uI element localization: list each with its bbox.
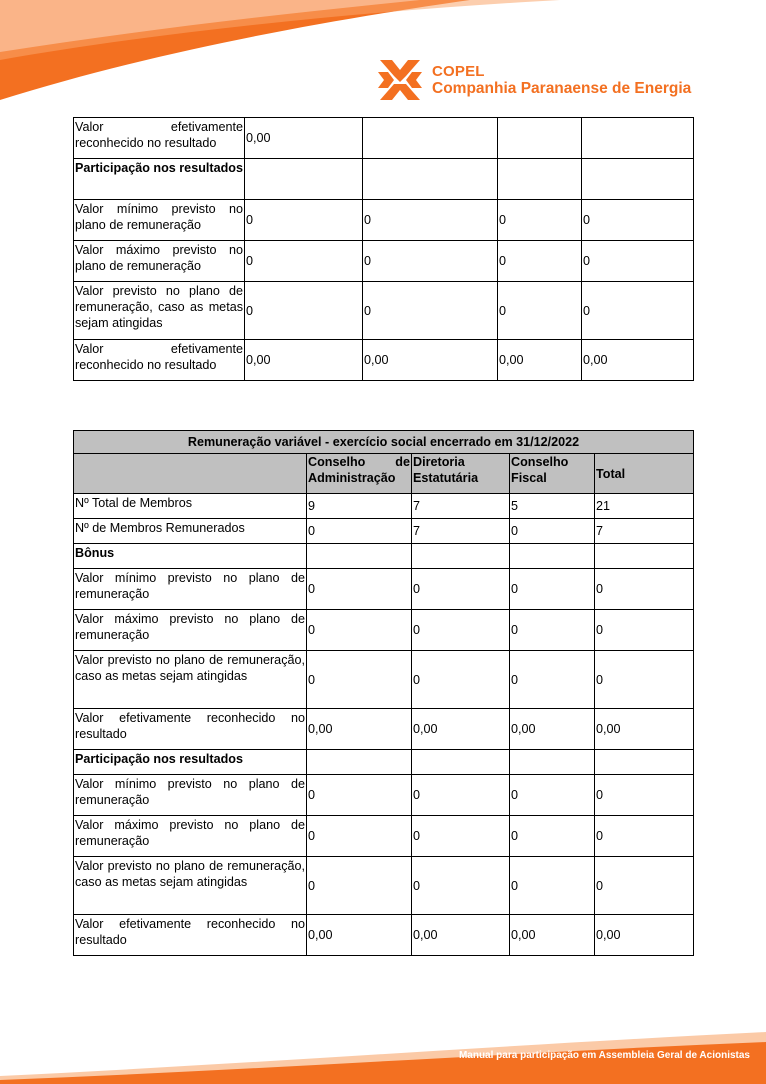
row-value: 0	[595, 816, 694, 857]
table-row	[74, 915, 694, 956]
table-header-row	[74, 454, 694, 494]
row-value: 0	[412, 816, 510, 857]
row-value: 9	[307, 494, 412, 519]
row-value: 0	[595, 775, 694, 816]
row-label: Valor previsto no plano de remuneração, caso as metas sejam atingidas	[74, 857, 307, 915]
variable-remuneration-table-2022	[73, 430, 694, 956]
row-value: 0	[510, 857, 595, 915]
row-value	[363, 159, 498, 200]
header-conselho-administracao: Conselho de Administração	[307, 454, 412, 494]
row-value: 0	[245, 241, 363, 282]
row-value: 0	[498, 241, 582, 282]
table-title: Remuneração variável - exercício social encerrado em 31/12/2022	[74, 431, 694, 454]
row-label: Bônus	[74, 544, 307, 569]
row-value: 0,00	[245, 118, 363, 159]
row-value: 0	[412, 857, 510, 915]
row-value: 0	[595, 569, 694, 610]
row-value: 0,00	[363, 340, 498, 381]
table-title-row	[74, 431, 694, 454]
row-value: 0	[412, 569, 510, 610]
row-value	[510, 544, 595, 569]
row-value: 0	[510, 651, 595, 709]
row-value: 0,00	[510, 915, 595, 956]
row-value: 0	[412, 775, 510, 816]
table-row	[74, 816, 694, 857]
row-value: 0	[363, 200, 498, 241]
row-label: Valor máximo previsto no plano de remuneração	[74, 816, 307, 857]
header-cell-empty	[74, 454, 307, 494]
row-value	[582, 159, 694, 200]
row-label: Valor previsto no plano de remuneração, caso as metas sejam atingidas	[74, 651, 307, 709]
table-row	[74, 494, 694, 519]
row-value: 0	[595, 651, 694, 709]
row-value: 0	[498, 282, 582, 340]
row-value: 0	[307, 816, 412, 857]
row-label: Valor mínimo previsto no plano de remuneração	[74, 569, 307, 610]
table-row	[74, 159, 694, 200]
header-diretoria-estatutaria: Diretoria Estatutária	[412, 454, 510, 494]
row-value: 0	[363, 241, 498, 282]
row-value: 21	[595, 494, 694, 519]
table-row	[74, 709, 694, 750]
row-value: 0,00	[498, 340, 582, 381]
row-value: 0	[412, 651, 510, 709]
row-label: Valor efetivamente reconhecido no resultado	[74, 340, 245, 381]
row-label: Valor efetivamente reconhecido no resultado	[74, 118, 245, 159]
row-value: 7	[412, 494, 510, 519]
row-value: 0	[595, 610, 694, 651]
row-value	[510, 750, 595, 775]
row-value: 7	[595, 519, 694, 544]
row-value: 0	[582, 200, 694, 241]
row-value: 0	[307, 569, 412, 610]
row-label: Valor efetivamente reconhecido no resultado	[74, 915, 307, 956]
row-label: Nº Total de Membros	[74, 494, 307, 519]
table-row	[74, 750, 694, 775]
row-value: 0	[307, 857, 412, 915]
row-value	[307, 750, 412, 775]
row-value	[363, 118, 498, 159]
table-row	[74, 282, 694, 340]
brand-name: COPEL	[432, 63, 485, 80]
row-value: 0	[510, 816, 595, 857]
row-value: 0,00	[595, 709, 694, 750]
row-label: Valor previsto no plano de remuneração, caso as metas sejam atingidas	[74, 282, 245, 340]
row-value	[412, 750, 510, 775]
copel-logo-icon	[378, 58, 422, 102]
row-value: 0	[582, 282, 694, 340]
row-value: 0,00	[595, 915, 694, 956]
row-value: 0,00	[307, 709, 412, 750]
row-value	[307, 544, 412, 569]
copel-logo	[378, 58, 691, 102]
row-value: 0,00	[582, 340, 694, 381]
table-row	[74, 241, 694, 282]
row-value	[498, 159, 582, 200]
row-label: Valor efetivamente reconhecido no resultado	[74, 709, 307, 750]
row-value: 0,00	[510, 709, 595, 750]
row-value	[582, 118, 694, 159]
table-row	[74, 519, 694, 544]
row-label: Participação nos resultados	[74, 750, 307, 775]
table-row	[74, 340, 694, 381]
row-value: 0,00	[307, 915, 412, 956]
footer-band	[0, 1014, 766, 1084]
row-value: 0	[510, 569, 595, 610]
row-label: Valor mínimo previsto no plano de remuneração	[74, 200, 245, 241]
row-label: Valor máximo previsto no plano de remuneração	[74, 610, 307, 651]
row-value: 0	[307, 610, 412, 651]
row-value: 0,00	[412, 709, 510, 750]
row-value: 0	[412, 610, 510, 651]
row-label: Valor máximo previsto no plano de remuneração	[74, 241, 245, 282]
row-value: 0	[307, 519, 412, 544]
row-value: 0	[510, 519, 595, 544]
table-row	[74, 118, 694, 159]
table-row	[74, 610, 694, 651]
row-value: 0,00	[412, 915, 510, 956]
row-value: 0	[510, 775, 595, 816]
brand-full-name: Companhia Paranaense de Energia	[432, 80, 692, 97]
table-row	[74, 200, 694, 241]
row-value: 0	[510, 610, 595, 651]
row-label: Participação nos resultados	[74, 159, 245, 200]
footer-text: Manual para participação em Assembleia Geral de Acionistas	[458, 1050, 750, 1061]
row-value: 5	[510, 494, 595, 519]
row-value: 0	[582, 241, 694, 282]
row-value	[412, 544, 510, 569]
row-value: 0	[307, 775, 412, 816]
row-label: Valor mínimo previsto no plano de remuneração	[74, 775, 307, 816]
variable-remuneration-table-continued	[73, 117, 694, 381]
row-value: 0	[595, 857, 694, 915]
row-value	[498, 118, 582, 159]
row-value: 0	[245, 200, 363, 241]
table-row	[74, 651, 694, 709]
row-value: 0	[363, 282, 498, 340]
row-value	[595, 544, 694, 569]
header-total: Total	[595, 454, 694, 494]
row-value	[595, 750, 694, 775]
row-label: Nº de Membros Remunerados	[74, 519, 307, 544]
table-row	[74, 569, 694, 610]
table-row	[74, 775, 694, 816]
header-conselho-fiscal: Conselho Fiscal	[510, 454, 595, 494]
row-value: 7	[412, 519, 510, 544]
row-value: 0	[307, 651, 412, 709]
table-row	[74, 544, 694, 569]
row-value: 0	[498, 200, 582, 241]
row-value: 0,00	[245, 340, 363, 381]
row-value	[245, 159, 363, 200]
table-row	[74, 857, 694, 915]
row-value: 0	[245, 282, 363, 340]
